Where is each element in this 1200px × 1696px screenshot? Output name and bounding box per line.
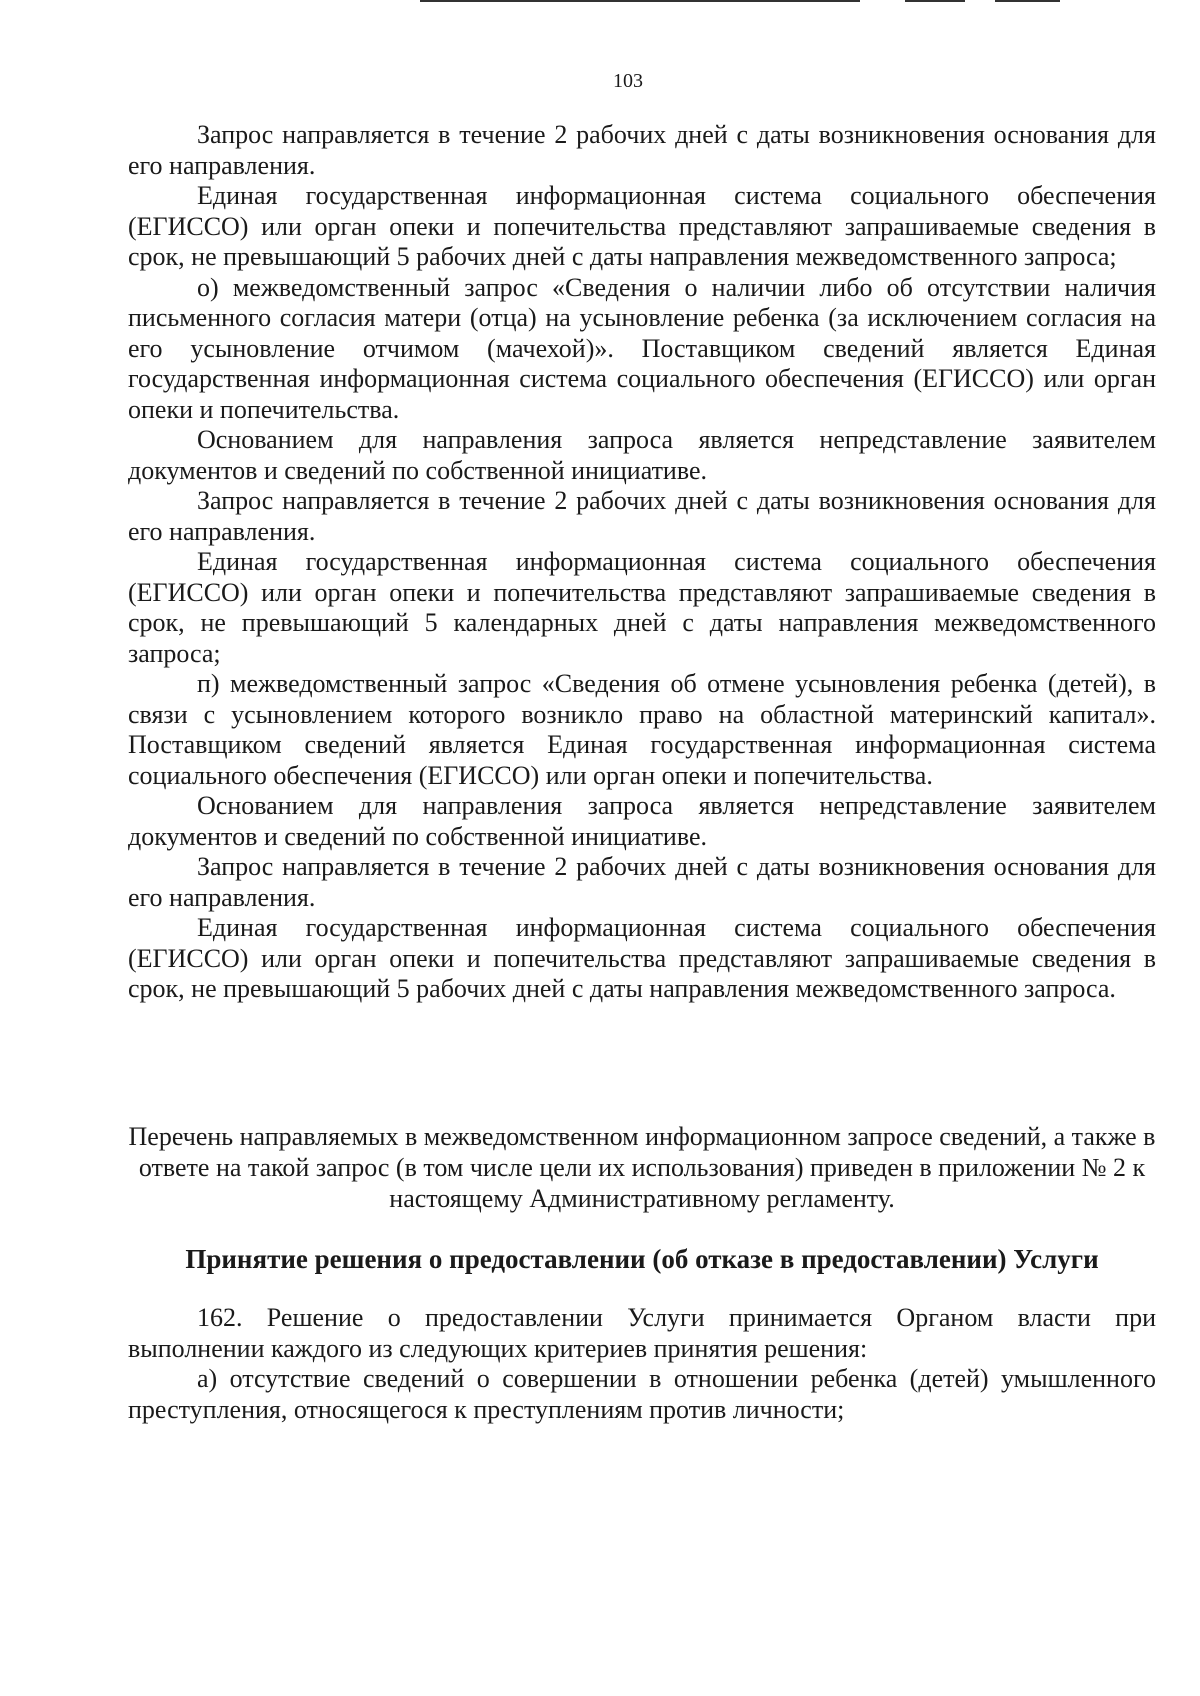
document-body bbox=[128, 120, 1156, 1005]
top-scan-rule-3 bbox=[995, 0, 1060, 2]
paragraph: Запрос направляется в течение 2 рабочих дней с даты возникновения основания для его направления. bbox=[128, 120, 1156, 180]
paragraph: а) отсутствие сведений о совершении в отношении ребенка (детей) умышленного преступления, относящегося к преступлениям против личности; bbox=[128, 1364, 1156, 1424]
paragraph: Единая государственная информационная система социального обеспечения (ЕГИССО) или орган опеки и попечительства представляют запрашиваемые сведения в срок, не превышающий 5 рабочих дней с даты направления межведомственного запроса; bbox=[128, 181, 1156, 271]
paragraph: Основанием для направления запроса является непредставление заявителем документов и сведений по собственной инициативе. bbox=[128, 791, 1156, 851]
paragraph: Единая государственная информационная система социального обеспечения (ЕГИССО) или орган опеки и попечительства представляют запрашиваемые сведения в срок, не превышающий 5 календарных дней с даты направления межведомственного запроса; bbox=[128, 547, 1156, 668]
annex-note: Перечень направляемых в межведомственном информационном запросе сведений, а также в ответе на такой запрос (в том числе цели их использования) приведен в приложении № 2 к настоящему Административному регламенту. bbox=[128, 1122, 1156, 1213]
paragraph: Запрос направляется в течение 2 рабочих дней с даты возникновения основания для его направления. bbox=[128, 852, 1156, 912]
paragraph: Основанием для направления запроса является непредставление заявителем документов и сведений по собственной инициативе. bbox=[128, 425, 1156, 485]
top-scan-rule-2 bbox=[905, 0, 965, 2]
section-body bbox=[128, 1303, 1156, 1425]
paragraph: 162. Решение о предоставлении Услуги принимается Органом власти при выполнении каждого из следующих критериев принятия решения: bbox=[128, 1303, 1156, 1363]
paragraph: о) межведомственный запрос «Сведения о наличии либо об отсутствии наличия письменного согласия матери (отца) на усыновление ребенка (за исключением согласия на его усыновление отчимом (мачехой)». Поставщиком сведений является Единая государственная информационная система социального обеспечения (ЕГИССО) или орган опеки и попечительства. bbox=[128, 272, 1156, 424]
paragraph: п) межведомственный запрос «Сведения об отмене усыновления ребенка (детей), в связи с усыновлением которого возникло право на областной материнский капитал». Поставщиком сведений является Единая государственная информационная система социального обеспечения (ЕГИССО) или орган опеки и попечительства. bbox=[128, 669, 1156, 790]
paragraph: Единая государственная информационная система социального обеспечения (ЕГИССО) или орган опеки и попечительства представляют запрашиваемые сведения в срок, не превышающий 5 рабочих дней с даты направления межведомственного запроса. bbox=[128, 913, 1156, 1003]
paragraph: Запрос направляется в течение 2 рабочих дней с даты возникновения основания для его направления. bbox=[128, 486, 1156, 546]
top-scan-rule-1 bbox=[420, 0, 860, 2]
page-number: 103 bbox=[613, 70, 643, 92]
section-heading: Принятие решения о предоставлении (об отказе в предоставлении) Услуги bbox=[185, 1244, 1099, 1274]
